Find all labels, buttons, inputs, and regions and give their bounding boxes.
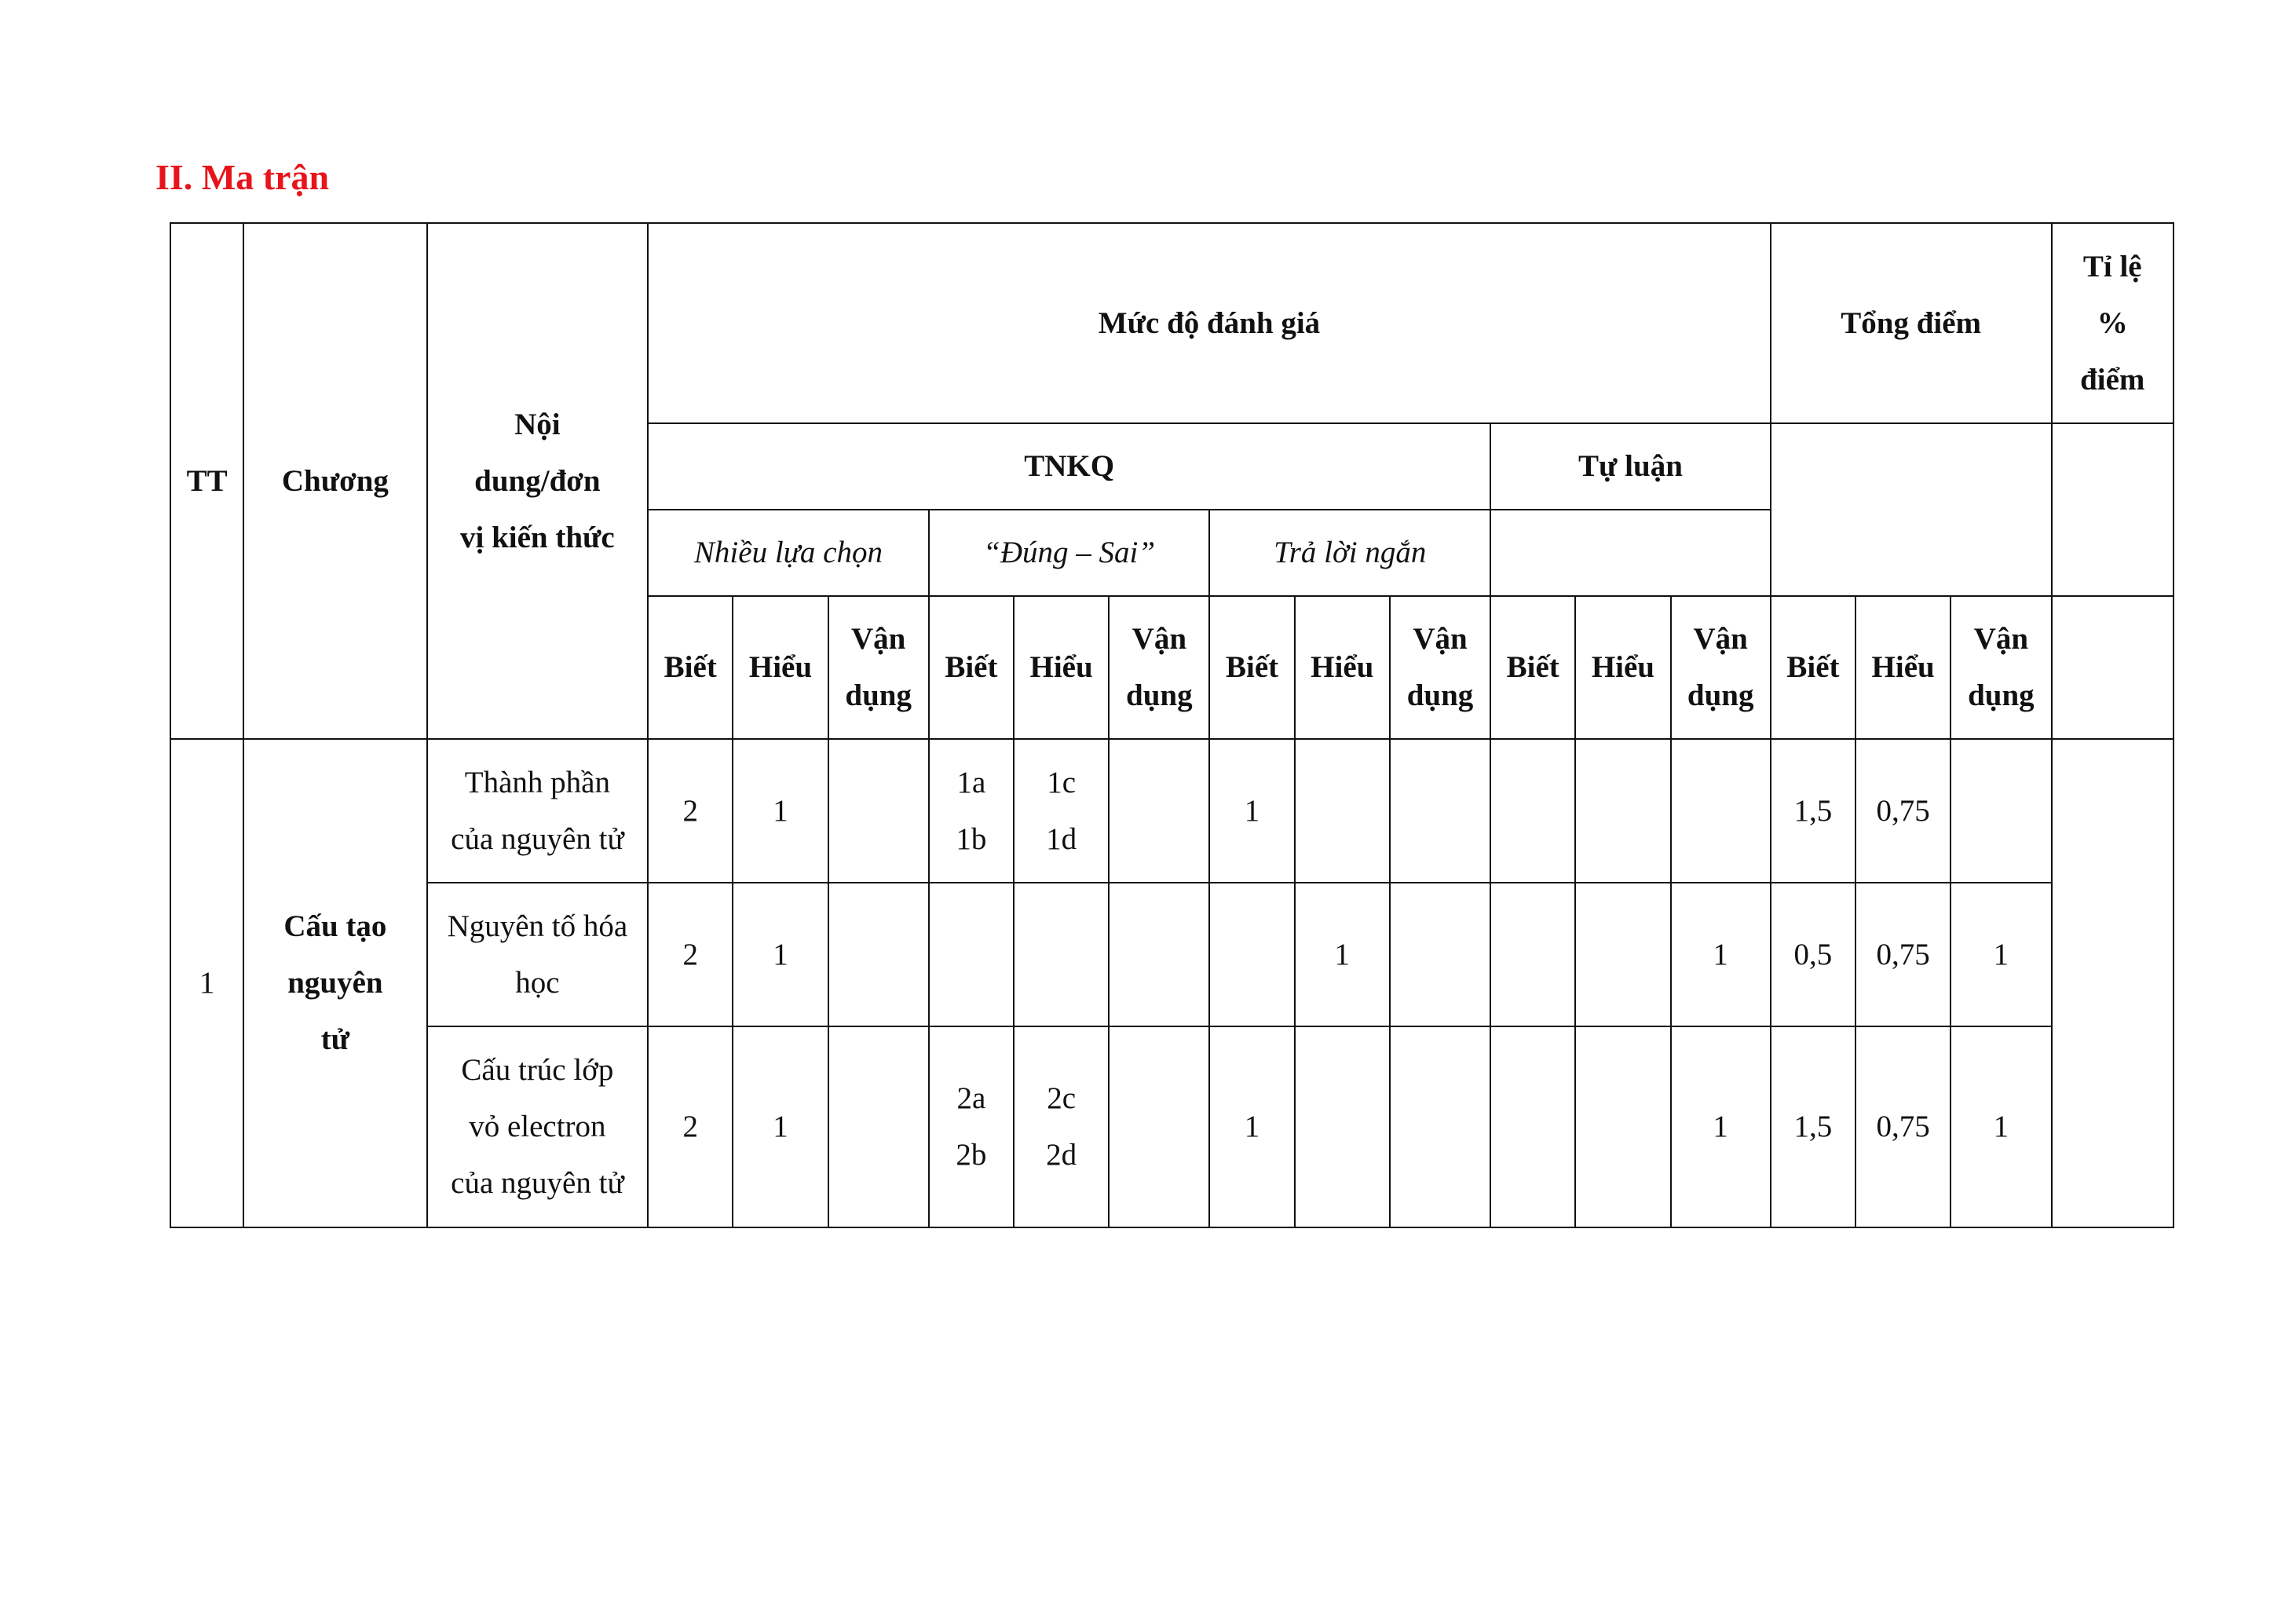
cell-nlc-hieu: 1 — [733, 883, 828, 1026]
cell-tong-hieu: 0,75 — [1855, 1026, 1951, 1227]
header-muc-do-danh-gia: Mức độ đánh giá — [648, 223, 1771, 423]
cell-ds-vd — [1109, 1026, 1209, 1227]
cell-ds-hieu: 2c 2d — [1014, 1026, 1109, 1227]
cell-tl-hieu — [1575, 883, 1670, 1026]
cell-tl-vd: 1 — [1671, 1026, 1771, 1227]
cell-ds-hieu: 1c 1d — [1014, 739, 1109, 883]
header-tong-diem: Tổng điểm — [1771, 223, 2052, 423]
header-noi-dung-line: Nội — [514, 407, 561, 441]
cell-tong-biet: 1,5 — [1771, 739, 1855, 883]
header-ti-le-blank — [2052, 423, 2174, 596]
header-ti-le-line: điểm — [2080, 362, 2145, 397]
cell-tong-vd: 1 — [1951, 1026, 2051, 1227]
header-noi-dung-line: dung/đơn — [474, 463, 601, 498]
assessment-matrix-table — [170, 222, 2174, 1228]
cell-tln-hieu — [1295, 739, 1390, 883]
level-hieu: Hiểu — [1014, 596, 1109, 739]
row-noi-dung: Nguyên tố hóa học — [427, 883, 649, 1026]
header-ti-le-line: Tỉ lệ — [2082, 249, 2142, 283]
cell-nlc-hieu: 1 — [733, 1026, 828, 1227]
table-row — [170, 883, 2174, 1026]
cell-nlc-vd — [828, 883, 929, 1026]
header-row-1 — [170, 223, 2174, 423]
cell-nlc-biet: 2 — [648, 1026, 733, 1227]
level-hieu: Hiểu — [1575, 596, 1670, 739]
header-nhieu-lua-chon: Nhiều lựa chọn — [648, 510, 929, 596]
cell-tl-vd — [1671, 739, 1771, 883]
cell-ds-biet — [929, 883, 1014, 1026]
cell-tong-vd — [1951, 739, 2051, 883]
cell-tl-biet — [1490, 883, 1575, 1026]
cell-ds-biet: 1a 1b — [929, 739, 1014, 883]
cell-tong-vd: 1 — [1951, 883, 2051, 1026]
header-ti-le — [2052, 223, 2174, 423]
cell-tl-hieu — [1575, 739, 1670, 883]
level-biet: Biết — [1490, 596, 1575, 739]
header-tong-diem-blank — [1771, 423, 2052, 596]
header-noi-dung-line: vị kiến thức — [459, 520, 615, 554]
row-tt: 1 — [170, 739, 243, 1227]
cell-tong-hieu: 0,75 — [1855, 739, 1951, 883]
level-van-dung: Vận dụng — [1390, 596, 1490, 739]
cell-tln-hieu: 1 — [1295, 883, 1390, 1026]
row-noi-dung: Thành phần của nguyên tử — [427, 739, 649, 883]
header-tu-luan-blank — [1490, 510, 1771, 596]
table-row — [170, 1026, 2174, 1227]
level-ti-le-blank — [2052, 596, 2174, 739]
section-title: II. Ma trận — [155, 157, 330, 197]
header-dung-sai: “Đúng – Sai” — [929, 510, 1210, 596]
header-tnkq: TNKQ — [648, 423, 1490, 510]
header-ti-le-line: % — [2097, 305, 2128, 340]
cell-tln-biet — [1209, 883, 1294, 1026]
level-biet: Biết — [1771, 596, 1855, 739]
cell-nlc-hieu: 1 — [733, 739, 828, 883]
cell-nlc-biet: 2 — [648, 883, 733, 1026]
cell-nlc-vd — [828, 1026, 929, 1227]
header-tt: TT — [170, 223, 243, 739]
cell-tln-vd — [1390, 1026, 1490, 1227]
cell-ds-vd — [1109, 883, 1209, 1026]
cell-tln-vd — [1390, 739, 1490, 883]
cell-tln-vd — [1390, 883, 1490, 1026]
cell-tln-biet: 1 — [1209, 1026, 1294, 1227]
level-van-dung: Vận dụng — [1109, 596, 1209, 739]
cell-tong-biet: 0,5 — [1771, 883, 1855, 1026]
header-chuong: Chương — [243, 223, 426, 739]
cell-tl-biet — [1490, 739, 1575, 883]
header-tu-luan: Tự luận — [1490, 423, 1771, 510]
header-tra-loi-ngan: Trả lời ngắn — [1209, 510, 1490, 596]
cell-ds-vd — [1109, 739, 1209, 883]
row-chuong: Cấu tạo nguyên tử — [243, 739, 426, 1227]
cell-nlc-vd — [828, 739, 929, 883]
level-van-dung: Vận dụng — [828, 596, 929, 739]
level-hieu: Hiểu — [1855, 596, 1951, 739]
level-hieu: Hiểu — [1295, 596, 1390, 739]
cell-tong-hieu: 0,75 — [1855, 883, 1951, 1026]
cell-tl-biet — [1490, 1026, 1575, 1227]
cell-ds-biet: 2a 2b — [929, 1026, 1014, 1227]
level-van-dung: Vận dụng — [1671, 596, 1771, 739]
level-van-dung: Vận dụng — [1951, 596, 2051, 739]
cell-nlc-biet: 2 — [648, 739, 733, 883]
cell-tl-vd: 1 — [1671, 883, 1771, 1026]
row-noi-dung: Cấu trúc lớp vỏ electron của nguyên tử — [427, 1026, 649, 1227]
cell-tln-biet: 1 — [1209, 739, 1294, 883]
level-hieu: Hiểu — [733, 596, 828, 739]
level-biet: Biết — [929, 596, 1014, 739]
cell-ti-le — [2052, 739, 2174, 1227]
level-biet: Biết — [648, 596, 733, 739]
table-row — [170, 739, 2174, 883]
cell-ds-hieu — [1014, 883, 1109, 1026]
cell-tln-hieu — [1295, 1026, 1390, 1227]
cell-tong-biet: 1,5 — [1771, 1026, 1855, 1227]
cell-tl-hieu — [1575, 1026, 1670, 1227]
level-biet: Biết — [1209, 596, 1294, 739]
header-noi-dung — [427, 223, 649, 739]
